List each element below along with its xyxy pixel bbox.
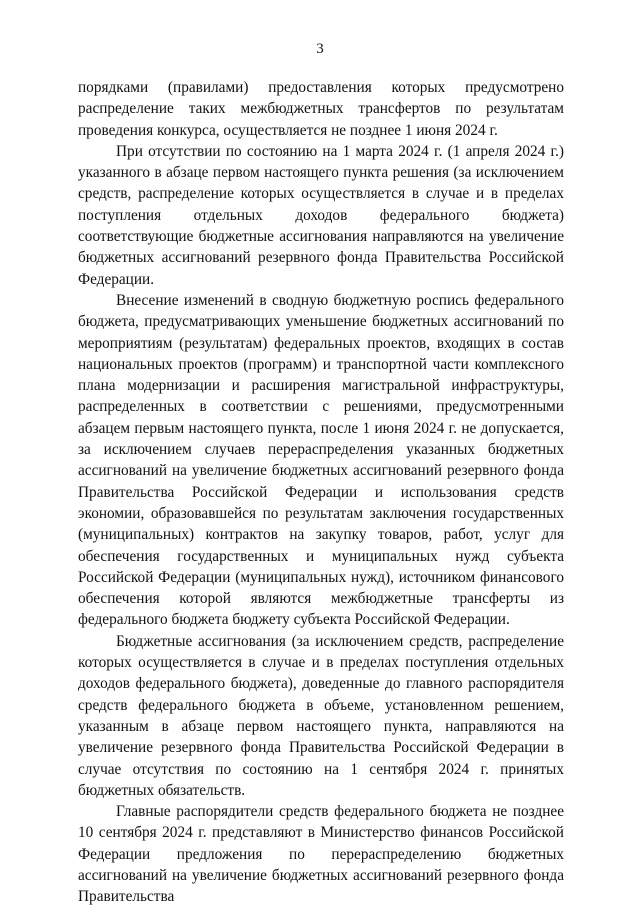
paragraph: Главные распорядители средств федерального бюджета не позднее 10 сентября 2024 г. представляют в Министерство финансов Российской Федерации предложения по перераспределению бюджетных ассигнований на увеличение бюджетных ассигнований резервного фонда Правительства xyxy=(78,803,564,906)
paragraph: При отсутствии по состоянию на 1 марта 2024 г. (1 апреля 2024 г.) указанного в абзаце первом настоящего пункта решения (за исключением средств, распределение которых осуществляется в случае и в пределах поступления отдельных доходов федерального бюджета) соответствующие бюджетные ассигнования направляются на увеличение бюджетных ассигнований резервного фонда Правительства Российской Федерации. xyxy=(78,142,564,288)
paragraph: Внесение изменений в сводную бюджетную роспись федерального бюджета, предусматривающих уменьшение бюджетных ассигнований по мероприятиям (результатам) федеральных проектов, входящих в состав национальных проектов (программ) и транспортной части комплексного плана модернизации и расширения магистральной инфраструктуры, распределенных в соответствии с решениями, предусмотренными абзацем первым настоящего пункта, после 1 июня 2024 г. не допускается, за исключением случаев перераспределения указанных бюджетных ассигнований на увеличение бюджетных ассигнований резервного фонда Правительства Российской Федерации и использования средств экономии, образовавшейся по результатам заключения государственных (муниципальных) контрактов на закупку товаров, работ, услуг для обеспечения государственных и муниципальных нужд субъекта Российской Федерации (муниципальных нужд), источником финансового обеспечения которой являются межбюджетные трансферты из федерального бюджета бюджету субъекта Российской Федерации. xyxy=(78,291,564,629)
document-body xyxy=(78,77,564,908)
paragraph: Бюджетные ассигнования (за исключением средств, распределение которых осуществляется в случае и в пределах поступления отдельных доходов федерального бюджета), доведенные до главного распорядителя средств федерального бюджета в объеме, установленном решением, указанным в абзаце первом настоящего пункта, направляются на увеличение резервного фонда Правительства Российской Федерации в случае отсутствия по состоянию на 1 сентября 2024 г. принятых бюджетных обязательств. xyxy=(78,632,564,799)
page-number: 3 xyxy=(316,41,324,57)
paragraph-continuation: порядками (правилами) предоставления которых предусмотрено распределение таких межбюджетных трансфертов по результатам проведения конкурса, осуществляется не позднее 1 июня 2024 г. xyxy=(78,79,564,139)
